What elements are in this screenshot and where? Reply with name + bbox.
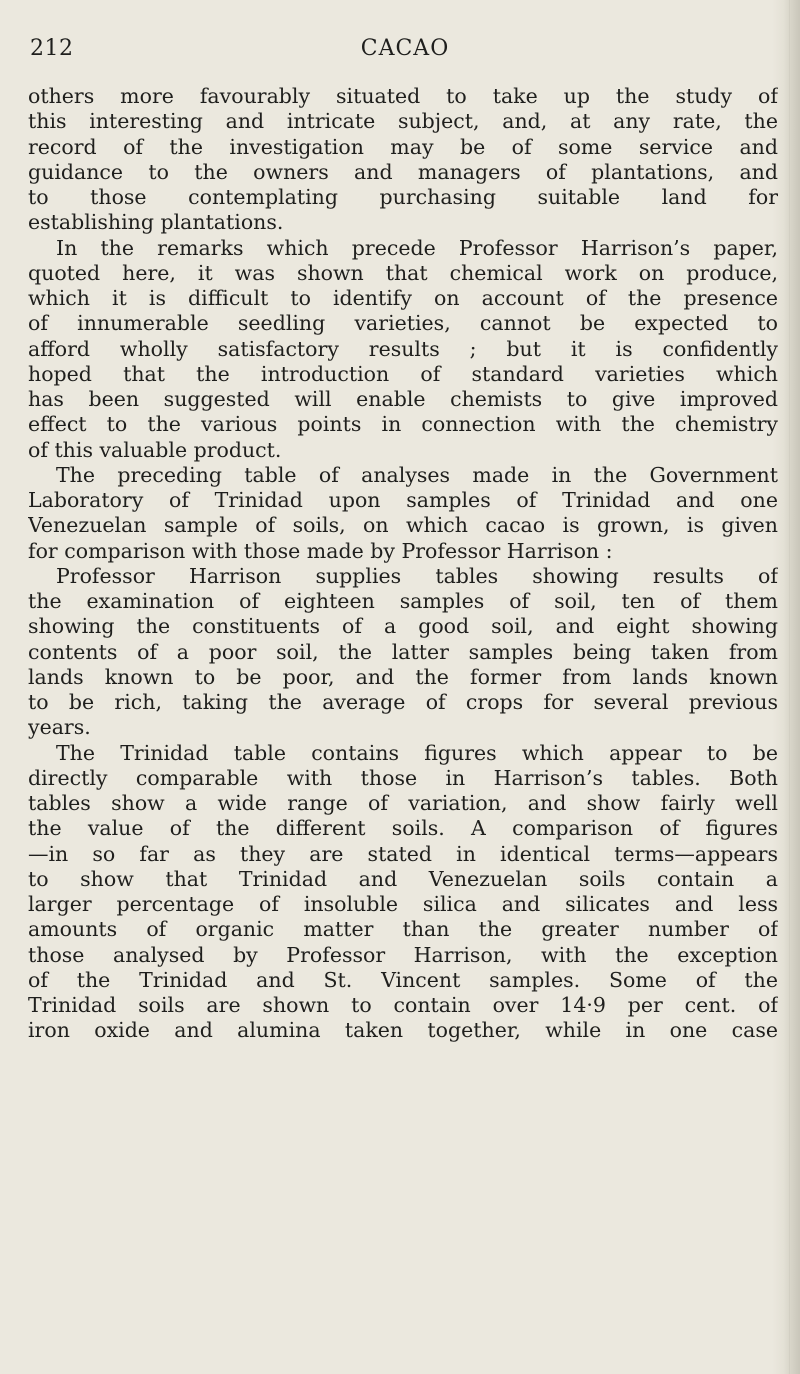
text-line: contents of a poor soil, the latter samples being taken from	[28, 639, 778, 664]
text-line: of innumerable seedling varieties, cannot be expected to	[28, 311, 778, 336]
text-line: Trinidad soils are shown to contain over 14·9 per cent. of	[28, 993, 778, 1017]
text-line: others more favourably situated to take up the study of	[28, 84, 778, 108]
body-text	[28, 84, 778, 1044]
page-edge-line	[789, 0, 790, 1374]
page-header	[30, 36, 780, 66]
text-line: years.	[28, 715, 91, 740]
text-line: amounts of organic matter than the greater number of	[28, 917, 778, 942]
text-line: lands known to be poor, and the former from lands known	[28, 664, 778, 689]
text-line: those analysed by Professor Harrison, with the exception	[28, 942, 778, 967]
text-line: tables show a wide range of variation, and show fairly well	[28, 791, 778, 815]
page-number: 212	[30, 36, 74, 61]
text-line: hoped that the introduction of standard varieties which	[28, 361, 778, 386]
text-line: Venezuelan sample of soils, on which cacao is grown, is given	[28, 513, 778, 538]
text-line: larger percentage of insoluble silica and silicates and less	[28, 892, 778, 916]
text-line: has been suggested will enable chemists to give improved	[28, 387, 778, 411]
text-line: record of the investigation may be of some service and	[28, 134, 778, 159]
running-title: CACAO	[360, 36, 450, 61]
text-line: quoted here, it was shown that chemical work on produce,	[28, 260, 778, 285]
text-line: In the remarks which precede Professor Harrison’s paper,	[56, 235, 778, 260]
text-line: to those contemplating purchasing suitable land for	[28, 185, 778, 209]
text-line: Professor Harrison supplies tables showing results of	[56, 563, 778, 588]
text-line: effect to the various points in connection with the chemistry	[28, 412, 778, 437]
text-line: establishing plantations.	[28, 210, 284, 235]
text-line: —in so far as they are stated in identical terms—appears	[28, 841, 778, 866]
text-line: for comparison with those made by Professor Harrison :	[28, 538, 613, 563]
text-line: The preceding table of analyses made in the Government	[56, 462, 778, 487]
text-line: The Trinidad table contains figures which appear to be	[56, 740, 778, 765]
text-line: to be rich, taking the average of crops for several previous	[28, 690, 778, 714]
text-line: showing the constituents of a good soil, and eight showing	[28, 614, 778, 639]
text-line: of the Trinidad and St. Vincent samples. Some of the	[28, 967, 778, 992]
text-line: guidance to the owners and managers of plantations, and	[28, 159, 778, 184]
text-line: to show that Trinidad and Venezuelan soils contain a	[28, 866, 778, 891]
text-line: iron oxide and alumina taken together, while in one case	[28, 1018, 778, 1043]
text-line: of this valuable product.	[28, 437, 282, 462]
text-line: which it is difficult to identify on account of the presence	[28, 286, 778, 310]
text-line: afford wholly satisfactory results ; but it is confidently	[28, 336, 778, 361]
text-line: directly comparable with those in Harrison’s tables. Both	[28, 765, 778, 790]
text-line: the value of the different soils. A comparison of figures	[28, 816, 778, 841]
text-line: Laboratory of Trinidad upon samples of Trinidad and one	[28, 488, 778, 512]
text-line: this interesting and intricate subject, and, at any rate, the	[28, 109, 778, 134]
text-line: the examination of eighteen samples of soil, ten of them	[28, 589, 778, 613]
